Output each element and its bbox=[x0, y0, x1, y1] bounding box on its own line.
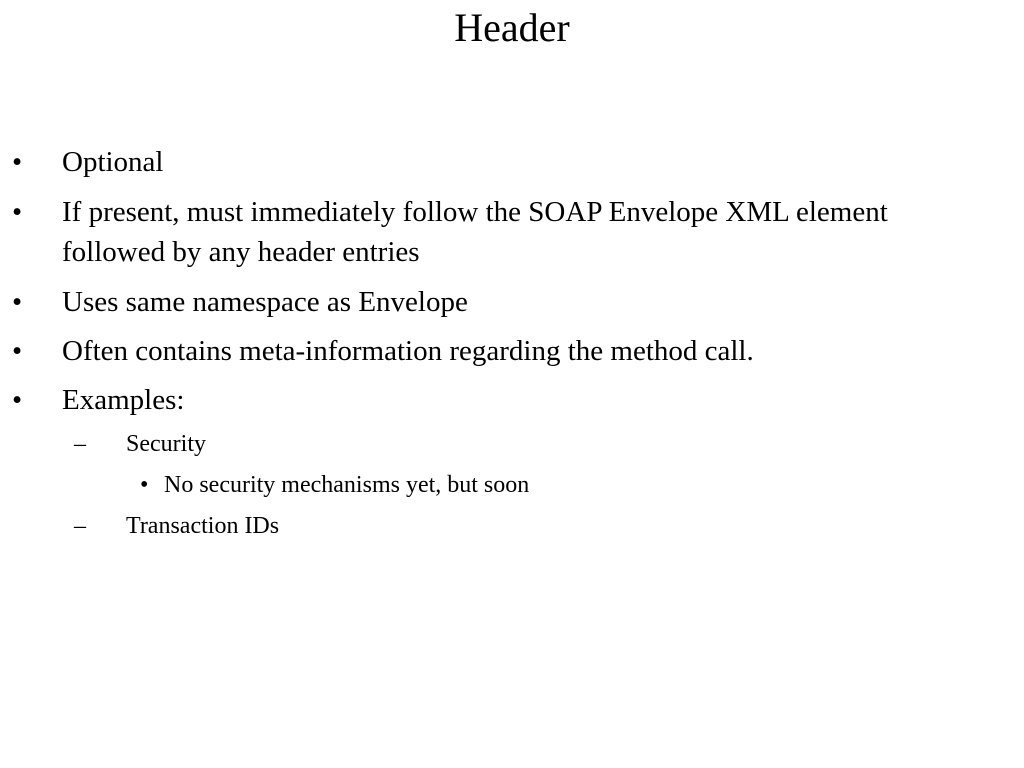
bullet-text: Examples: bbox=[62, 384, 185, 416]
sub-sub-bullet-text: No security mechanisms yet, but soon bbox=[164, 472, 530, 498]
sub-bullet-text: Security bbox=[126, 431, 206, 457]
bullet-item-if-present bbox=[12, 192, 962, 272]
bullet-marker: • bbox=[12, 146, 23, 178]
sub-bullet-item-transaction-ids bbox=[74, 511, 926, 541]
bullet-item-namespace bbox=[12, 282, 962, 322]
bullet-item-meta-information bbox=[12, 331, 962, 371]
sub-sub-bullet-item-no-security bbox=[140, 470, 964, 500]
bullet-marker: • bbox=[12, 286, 23, 318]
bullet-item-optional bbox=[12, 142, 962, 182]
dash-marker: – bbox=[74, 431, 86, 457]
bullet-text: If present, must immediately follow the SOAP Envelope XML element followed by any header entries bbox=[62, 196, 888, 268]
bullet-marker: • bbox=[12, 335, 23, 367]
bullet-marker: • bbox=[12, 384, 23, 416]
bullet-text: Optional bbox=[62, 146, 164, 178]
bullet-marker: • bbox=[12, 196, 23, 228]
sub-bullet-item-security bbox=[74, 429, 926, 459]
bullet-item-examples bbox=[12, 380, 962, 420]
bullet-text: Often contains meta-information regarding the method call. bbox=[62, 335, 754, 367]
slide-title: Header bbox=[454, 5, 570, 50]
sub-bullet-text: Transaction IDs bbox=[126, 513, 280, 539]
bullet-marker: • bbox=[140, 472, 149, 498]
bullet-text: Uses same namespace as Envelope bbox=[62, 286, 468, 318]
dash-marker: – bbox=[74, 513, 86, 539]
